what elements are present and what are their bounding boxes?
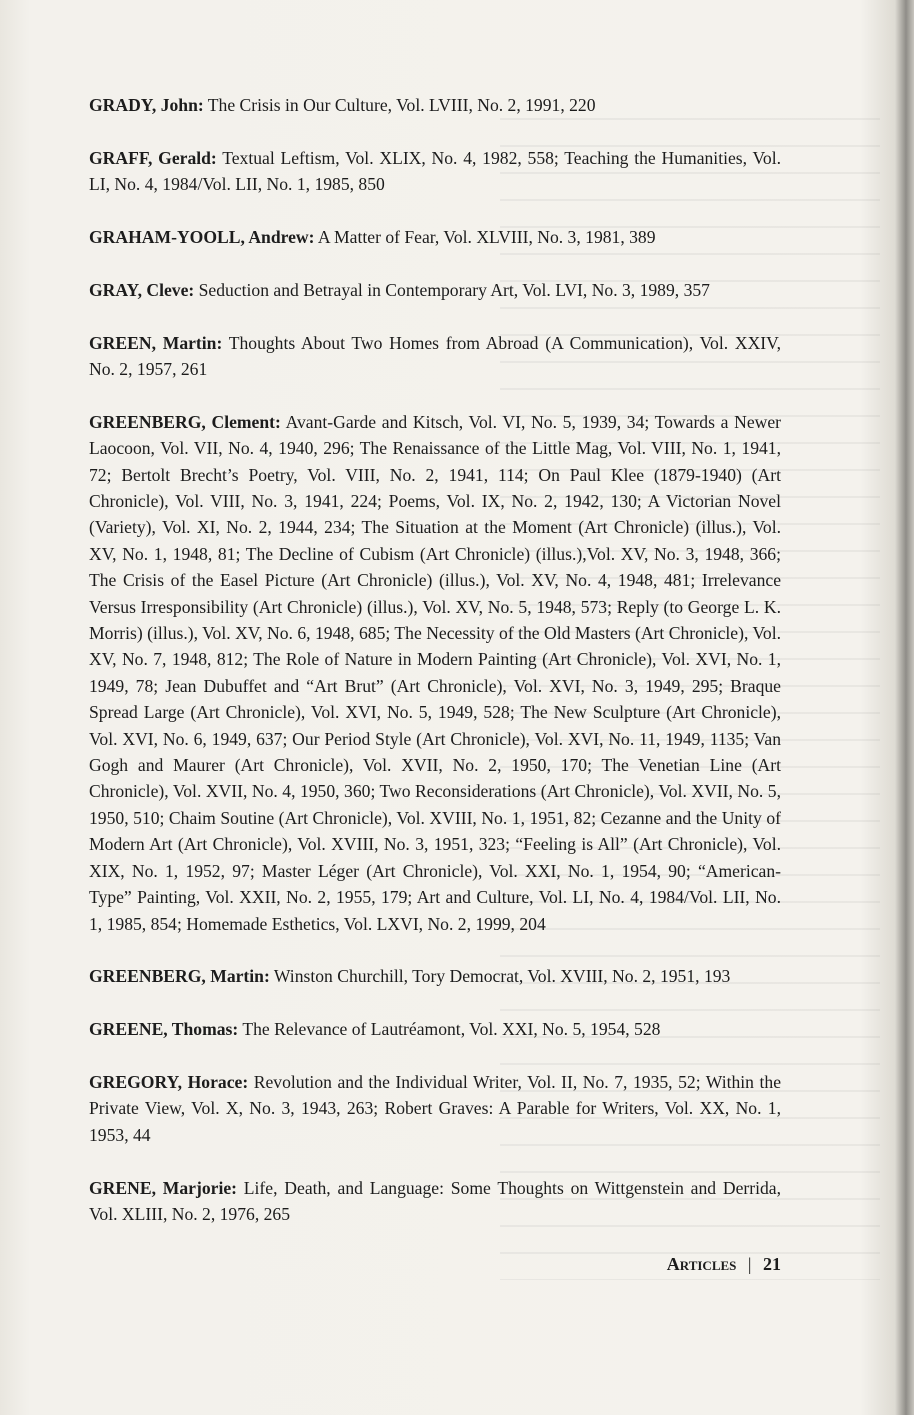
index-entry <box>89 145 781 198</box>
entry-author: GRENE, Marjorie: <box>89 1177 237 1198</box>
entry-author: GREENBERG, Clement: <box>89 411 281 432</box>
entry-author: GRAHAM-YOOLL, Andrew: <box>89 227 315 247</box>
entry-author: GREEN, Martin: <box>89 332 223 353</box>
entry-author: GREENBERG, Martin: <box>89 966 270 987</box>
entry-author: GREENE, Thomas: <box>89 1019 239 1040</box>
entry-text: The Crisis in Our Culture, Vol. LVIII, No. 2, 1991, 220 <box>203 95 596 115</box>
entry-author: GREGORY, Horace: <box>89 1071 249 1092</box>
entry-text: A Matter of Fear, Vol. XLVIII, No. 3, 1981, 389 <box>314 227 656 247</box>
entry-text: Seduction and Betrayal in Contemporary Art, Vol. LVI, No. 3, 1989, 357 <box>194 279 710 300</box>
entry-text: Thoughts About Two Homes from Abroad (A Communication), Vol. XXIV, No. 2, 1957, 261 <box>89 332 781 379</box>
entry-author: GRAFF, Gerald: <box>89 147 217 168</box>
index-entry <box>89 92 781 118</box>
index-entry <box>89 330 781 383</box>
index-entry <box>89 1016 781 1042</box>
entry-text: Revolution and the Individual Writer, Vol. II, No. 7, 1935, 52; Within the Private View, Vol. X, No. 3, 1943, 263; Robert Graves: A Parable for Writers, Vol. XX, No. 1, 1953, 44 <box>89 1071 781 1145</box>
page-footer <box>89 1254 781 1275</box>
entry-author: GRADY, John: <box>89 95 204 115</box>
entry-author: GRAY, Cleve: <box>89 279 195 300</box>
entry-text: Winston Churchill, Tory Democrat, Vol. XVIII, No. 2, 1951, 193 <box>269 966 731 987</box>
footer-section-label: Articles <box>666 1253 737 1274</box>
entry-text: Textual Leftism, Vol. XLIX, No. 4, 1982, 558; Teaching the Humanities, Vol. LI, No. 4, 1984/Vol. LII, No. 1, 1985, 850 <box>89 147 781 195</box>
index-entry <box>89 224 781 250</box>
entry-text: The Relevance of Lautréamont, Vol. XXI, No. 5, 1954, 528 <box>238 1019 661 1040</box>
index-entry <box>89 409 781 937</box>
entry-text: Life, Death, and Language: Some Thoughts on Wittgenstein and Derrida, Vol. XLIII, No. 2, 1976, 265 <box>89 1177 781 1224</box>
footer-separator: | <box>747 1253 752 1274</box>
entry-text: Avant-Garde and Kitsch, Vol. VI, No. 5, 1939, 34; Towards a Newer Laocoon, Vol. VII, No. 4, 1940, 296; The Renaissance of the Little Mag, Vol. VIII, No. 1, 1941, 72; Bertolt Brecht’s Poetry, Vol. VIII, No. 2, 1941, 114; On Paul Klee (1879-1940) (Art Chronicle), Vol. VIII, No. 3, 1941, 224; Poems, Vol. IX, No. 2, 1942, 130; A Victorian Novel (Variety), Vol. XI, No. 2, 1944, 234; The Situation at the Moment (Art Chronicle) (illus.), Vol. XV, No. 1, 1948, 81; The Decline of Cubism (Art Chronicle) (illus.),Vol. XV, No. 3, 1948, 366; The Crisis of the Easel Picture (Art Chronicle) (illus.), Vol. XV, No. 4, 1948, 481; Irrelevance Versus Irresponsibility (Art Chronicle) (illus.), Vol. XV, No. 5, 1948, 573; Reply (to George L. K. Morris) (illus.), Vol. XV, No. 6, 1948, 685; The Necessity of the Old Masters (Art Chronicle), Vol. XV, No. 7, 1948, 812; The Role of Nature in Modern Painting (Art Chronicle), Vol. XVI, No. 1, 1949, 78; Jean Dubuffet and “Art Brut” (Art Chronicle), Vol. XVI, No. 3, 1949, 295; Braque Spread Large (Art Chronicle), Vol. XVI, No. 5, 1949, 528; The New Sculpture (Art Chronicle), Vol. XVI, No. 6, 1949, 637; Our Period Style (Art Chronicle), Vol. XVI, No. 11, 1949, 1135; Van Gogh and Maurer (Art Chronicle), Vol. XVII, No. 2, 1950, 170; The Venetian Line (Art Chronicle), Vol. XVII, No. 4, 1950, 360; Two Reconsiderations (Art Chronicle), Vol. XVII, No. 5, 1950, 510; Chaim Soutine (Art Chronicle), Vol. XVIII, No. 1, 1951, 82; Cezanne and the Unity of Modern Art (Art Chronicle), Vol. XVIII, No. 3, 1951, 323; “Feeling is All” (Art Chronicle), Vol. XIX, No. 1, 1952, 97; Master Léger (Art Chronicle), Vol. XXI, No. 1, 1954, 90; “American-Type” Painting, Vol. XXII, No. 2, 1955, 179; Art and Culture, Vol. LI, No. 4, 1984/Vol. LII, No. 1, 1985, 854; Homemade Esthetics, Vol. LXVI, No. 2, 1999, 204 <box>89 411 782 934</box>
index-entries <box>89 92 781 1275</box>
index-entry <box>89 1069 781 1148</box>
index-entry <box>89 1175 781 1228</box>
index-entry <box>89 277 781 303</box>
index-entry <box>89 963 781 989</box>
page-number: 21 <box>763 1253 781 1274</box>
